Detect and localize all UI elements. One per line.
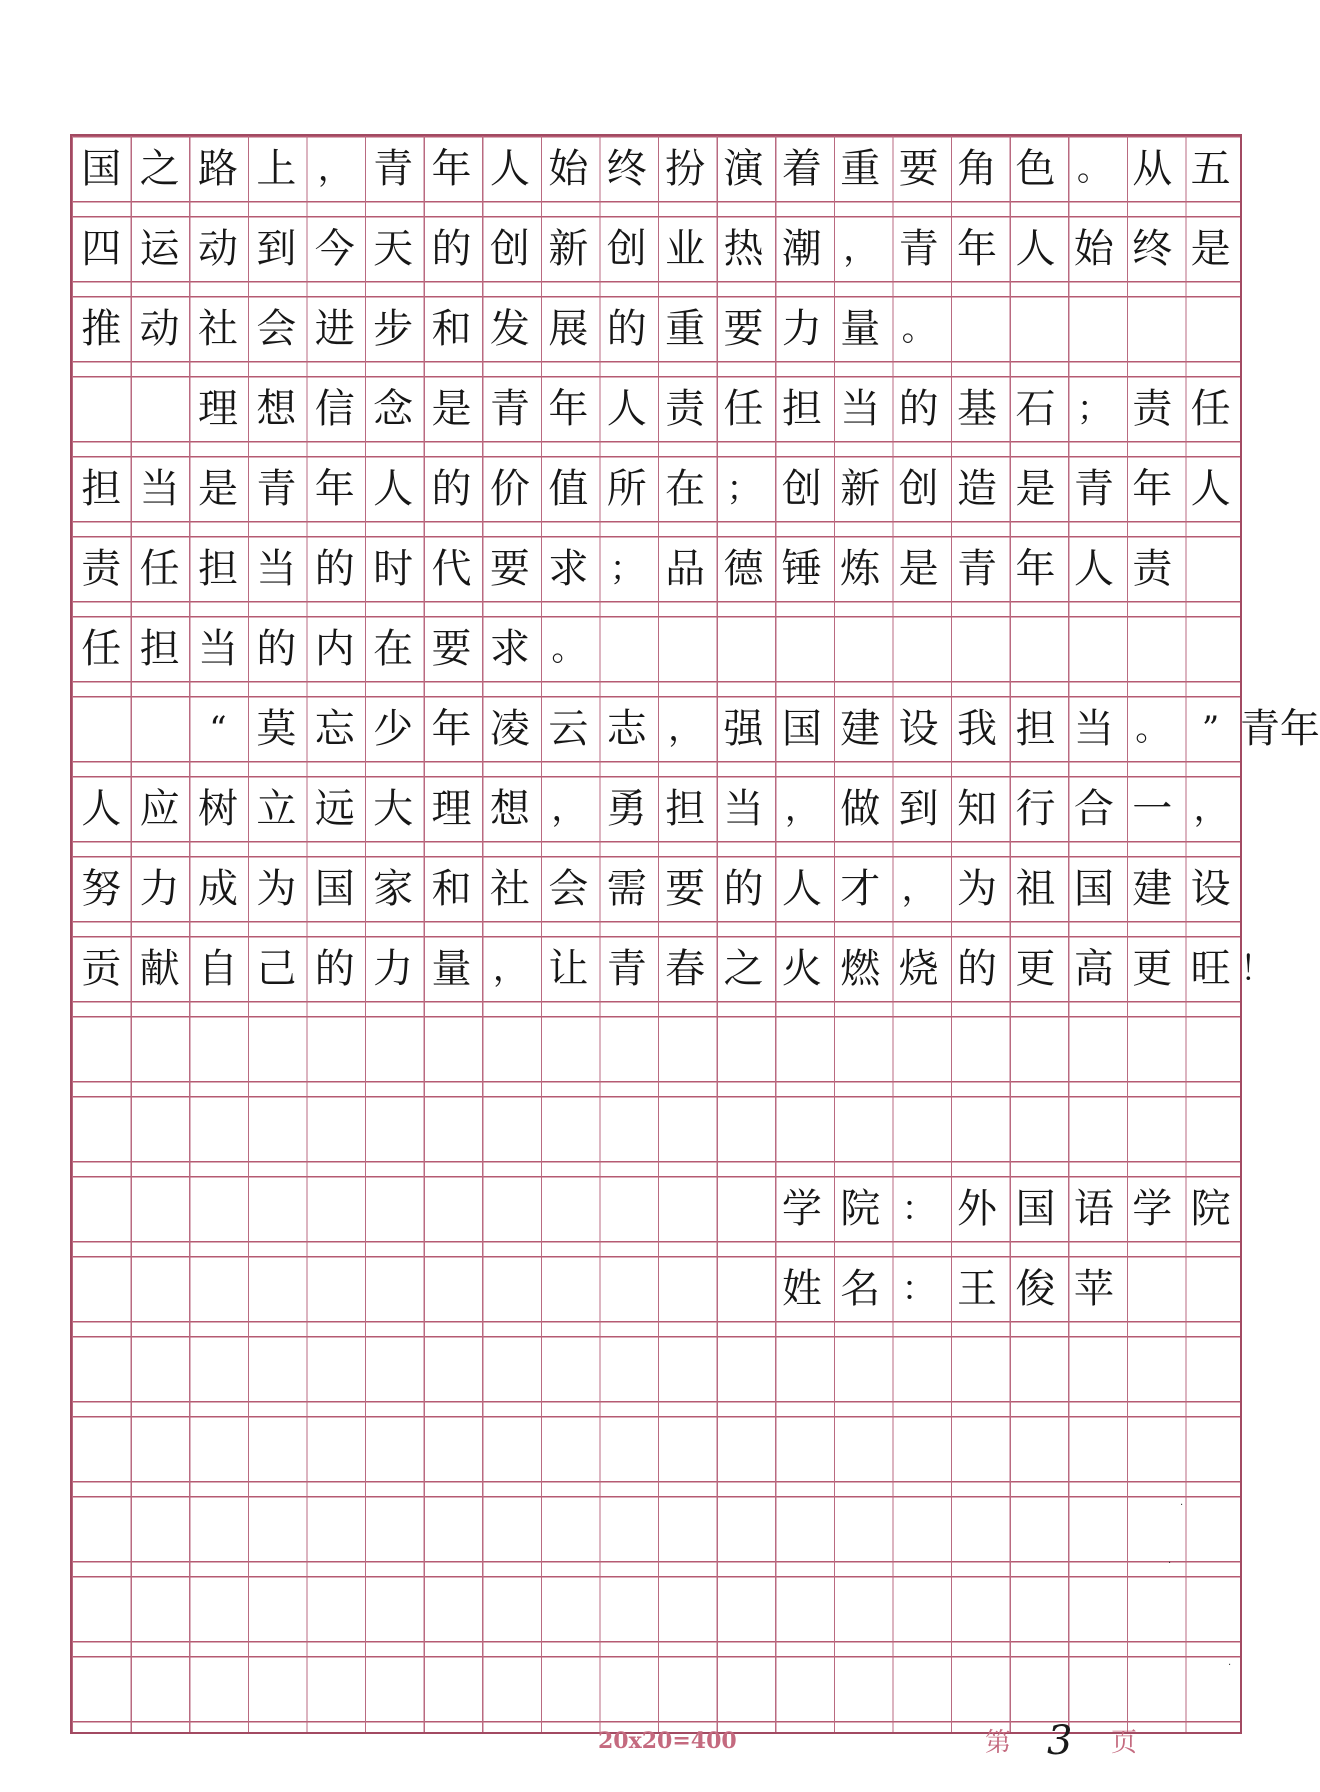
grid-character: ， [317,149,352,189]
grid-character: 贡 [81,946,122,992]
grid-character: 动 [197,226,238,272]
grid-character: 任 [139,546,180,592]
grid-character: 的 [431,466,472,512]
grid-character: 人 [489,146,530,192]
grid-character: 创 [606,226,647,272]
grid-character: 成 [197,866,238,912]
text-line [72,616,1240,682]
grid-character: 炼 [840,546,881,592]
grid-character: 担 [665,786,706,832]
grid-character: 信 [314,386,355,432]
grid-character: 始 [1073,226,1114,272]
grid-character: 需 [606,866,647,912]
grid-character: 值 [548,466,589,512]
grid-character: 四 [81,226,122,272]
grid-character: ， [668,709,703,749]
grid-character: 石 [1015,386,1056,432]
grid-character: 的 [957,946,998,992]
grid-character: 燃 [840,946,881,992]
grid-character: 和 [431,306,472,352]
grid-character: 外 [957,1186,998,1232]
grid-character: 应 [139,786,180,832]
grid-character: 云 [548,706,589,752]
grid-character: 要 [665,866,706,912]
grid-character: 旺 [1190,946,1231,992]
grid-character: 会 [256,306,297,352]
grid-character: 的 [314,546,355,592]
grid-character: 当 [139,466,180,512]
grid-character: 担 [139,626,180,672]
grid-character: 想 [256,386,297,432]
grid-character: 力 [373,946,414,992]
grid-character: 合 [1073,786,1114,832]
grid-character: ， [784,789,819,829]
grid-character: 从 [1132,146,1173,192]
grid-character: 青 [606,946,647,992]
page-prefix: 第 [985,1728,1012,1758]
grid-character: 是 [431,386,472,432]
signature-name [72,1256,1240,1322]
grid-character: 名 [840,1266,881,1312]
grid-character: 家 [373,866,414,912]
grid-character: “ [209,709,227,749]
text-line [72,856,1240,922]
grid-character: ： [901,1269,936,1309]
grid-character: 设 [898,706,939,752]
grid-character: 要 [489,546,530,592]
grid-character: 。 [1076,149,1111,189]
grid-character: 任 [1190,386,1231,432]
grid-character: 到 [898,786,939,832]
grid-character: 院 [840,1186,881,1232]
grid-character: 献 [139,946,180,992]
grid-character: 姓 [781,1266,822,1312]
grid-character: 当 [840,386,881,432]
grid-character: 运 [139,226,180,272]
grid-character: 青 [256,466,297,512]
grid-character: 语 [1073,1186,1114,1232]
grid-character: 当 [256,546,297,592]
grid-character: 是 [1015,466,1056,512]
grid-character: 建 [1132,866,1173,912]
grid-character: 内 [314,626,355,672]
grid-character: 年 [1279,706,1320,752]
text-line [72,776,1240,842]
grid-character: 年 [431,146,472,192]
grid-character: 要 [431,626,472,672]
grid-character: 勇 [606,786,647,832]
grid-character: 社 [197,306,238,352]
grid-character: 五 [1190,146,1231,192]
grid-character: 行 [1015,786,1056,832]
grid-character: 担 [197,546,238,592]
grid-character: 的 [314,946,355,992]
grid-character: 社 [489,866,530,912]
grid-character: 责 [81,546,122,592]
grid-character: 国 [314,866,355,912]
grid-character: 重 [665,306,706,352]
grid-character: 烧 [898,946,939,992]
grid-character: 年 [1015,546,1056,592]
text-line [72,936,1274,1002]
grid-character: 和 [431,866,472,912]
grid-character: 。 [1135,709,1170,749]
grid-character: 的 [431,226,472,272]
grid-character: 青 [1073,466,1114,512]
grid-character: 更 [1015,946,1056,992]
grid-character: 价 [489,466,530,512]
grid-character: 要 [898,146,939,192]
grid-character: 担 [781,386,822,432]
grid-character: ： [901,1189,936,1229]
grid-character: 国 [1015,1186,1056,1232]
grid-character: 的 [723,866,764,912]
grid-character: 设 [1190,866,1231,912]
grid-character: 在 [373,626,414,672]
paper-specks: · [1180,1500,1184,1511]
grid-character: 年 [431,706,472,752]
grid-character: 到 [256,226,297,272]
grid-character: ； [609,549,644,589]
grid-character: 代 [431,546,472,592]
grid-character: 我 [957,706,998,752]
grid-character: 责 [1132,546,1173,592]
page-number-label [985,1718,1225,1772]
grid-character: 力 [139,866,180,912]
grid-character: 新 [548,226,589,272]
grid-character: 更 [1132,946,1173,992]
grid-character: 热 [723,226,764,272]
grid-character: 进 [314,306,355,352]
grid-character: 会 [548,866,589,912]
text-line [72,216,1240,282]
grid-character: 终 [606,146,647,192]
grid-character: 力 [781,306,822,352]
grid-character: 要 [723,306,764,352]
grid-character: 量 [431,946,472,992]
grid-character: 人 [1190,466,1231,512]
grid-character: 青 [1239,706,1280,752]
grid-character: 知 [957,786,998,832]
grid-character: 动 [139,306,180,352]
grid-character: 责 [1132,386,1173,432]
grid-character: 着 [781,146,822,192]
grid-character: 品 [665,546,706,592]
grid-character: 重 [840,146,881,192]
grid-character: 凌 [489,706,530,752]
grid-character: 潮 [781,226,822,272]
grid-character: 青 [489,386,530,432]
grid-character: ， [1193,789,1228,829]
grid-character: 想 [489,786,530,832]
grid-character: 创 [781,466,822,512]
grid-character: 青 [898,226,939,272]
grid-character: 展 [548,306,589,352]
grid-character: 志 [606,706,647,752]
grid-character: 火 [781,946,822,992]
grid-character: 推 [81,306,122,352]
grid-character: 业 [665,226,706,272]
grid-character: 路 [197,146,238,192]
grid-character: 创 [489,226,530,272]
grid-character: 的 [256,626,297,672]
grid-character: 自 [197,946,238,992]
text-line [72,696,1320,762]
grid-character: 。 [551,629,586,669]
grid-character: 时 [373,546,414,592]
grid-character: 为 [957,866,998,912]
grid-character: 上 [256,146,297,192]
grid-character: 任 [723,386,764,432]
grid-character: ， [492,949,527,989]
grid-character: 立 [256,786,297,832]
grid-character: 色 [1015,146,1056,192]
grid-character: 春 [665,946,706,992]
grid-character: 大 [373,786,414,832]
grid-character: ” [1201,709,1220,749]
grid-character: 当 [197,626,238,672]
grid-character: 国 [81,146,122,192]
grid-character: 青 [957,546,998,592]
page-suffix: 页 [1111,1728,1138,1758]
grid-character: 学 [1132,1186,1173,1232]
grid-character: 年 [957,226,998,272]
grid-character: 人 [1073,546,1114,592]
grid-character: 是 [197,466,238,512]
grid-character: 创 [898,466,939,512]
grid-character: 的 [898,386,939,432]
grid-character: 年 [548,386,589,432]
grid-character: 扮 [665,146,706,192]
grid-character: 之 [723,946,764,992]
grid-character: 高 [1073,946,1114,992]
grid-character: 祖 [1015,866,1056,912]
grid-character: 新 [840,466,881,512]
grid-character: 人 [606,386,647,432]
grid-character: 人 [1015,226,1056,272]
grid-character: 才 [840,866,881,912]
grid-character: 演 [723,146,764,192]
grid-spec-label: 20x20=400 [598,1728,737,1754]
text-line [72,136,1240,202]
grid-character: 国 [1073,866,1114,912]
grid-character: 是 [1190,226,1231,272]
grid-character: 理 [197,386,238,432]
grid-character: 让 [548,946,589,992]
grid-character: 天 [373,226,414,272]
grid-character: 少 [373,706,414,752]
grid-character: 发 [489,306,530,352]
grid-character: 锤 [781,546,822,592]
grid-character: 念 [373,386,414,432]
manuscript-grid-sheet [70,134,1320,1734]
text-line [72,456,1240,522]
grid-character: 责 [665,386,706,432]
text-line [72,376,1240,442]
grid-character: ， [901,869,936,909]
grid-character: 年 [1132,466,1173,512]
grid-character: 担 [1015,706,1056,752]
grid-character: 远 [314,786,355,832]
grid-character: 今 [314,226,355,272]
grid-character: 求 [489,626,530,672]
grid-character: 树 [197,786,238,832]
grid-character: 求 [548,546,589,592]
signature-college [72,1176,1240,1242]
grid-character: 学 [781,1186,822,1232]
grid-character: 所 [606,466,647,512]
grid-character: 己 [256,946,297,992]
grid-character: 王 [957,1266,998,1312]
grid-character: ， [551,789,586,829]
grid-character: 莫 [256,706,297,752]
grid-character: 德 [723,546,764,592]
grid-character: 角 [957,146,998,192]
grid-character: 。 [901,309,936,349]
grid-character: 当 [723,786,764,832]
grid-character: 一 [1132,786,1173,832]
grid-character: 始 [548,146,589,192]
grid-character: 努 [81,866,122,912]
grid-character: 担 [81,466,122,512]
grid-character: 之 [139,146,180,192]
grid-character: 终 [1132,226,1173,272]
grid-character: ， [843,229,878,269]
grid-character: 俊 [1015,1266,1056,1312]
grid-character: 人 [781,866,822,912]
page-number: 3 [1047,1718,1073,1764]
grid-character: 的 [606,306,647,352]
grid-character: 做 [840,786,881,832]
grid-character: 为 [256,866,297,912]
grid-character: ！ [1239,949,1274,989]
grid-character: 步 [373,306,414,352]
grid-character: 院 [1190,1186,1231,1232]
grid-character: 人 [81,786,122,832]
grid-character: 青 [373,146,414,192]
paper-specks: · [1168,1558,1172,1569]
grid-character: 忘 [314,706,355,752]
grid-character: 是 [898,546,939,592]
grid-character: ； [1076,389,1111,429]
grid-character: 国 [781,706,822,752]
grid-character: ； [726,469,761,509]
paper-specks: · [1228,1660,1232,1671]
grid-character: 基 [957,386,998,432]
grid-character: 在 [665,466,706,512]
grid-character: 建 [840,706,881,752]
grid-character: 年 [314,466,355,512]
grid-character: 任 [81,626,122,672]
grid-character: 当 [1073,706,1114,752]
text-line [72,536,1240,602]
grid-character: 苹 [1073,1266,1114,1312]
grid-character: 理 [431,786,472,832]
grid-character: 量 [840,306,881,352]
grid-character: 造 [957,466,998,512]
text-line [72,296,1240,362]
grid-character: 人 [373,466,414,512]
grid-character: 强 [723,706,764,752]
